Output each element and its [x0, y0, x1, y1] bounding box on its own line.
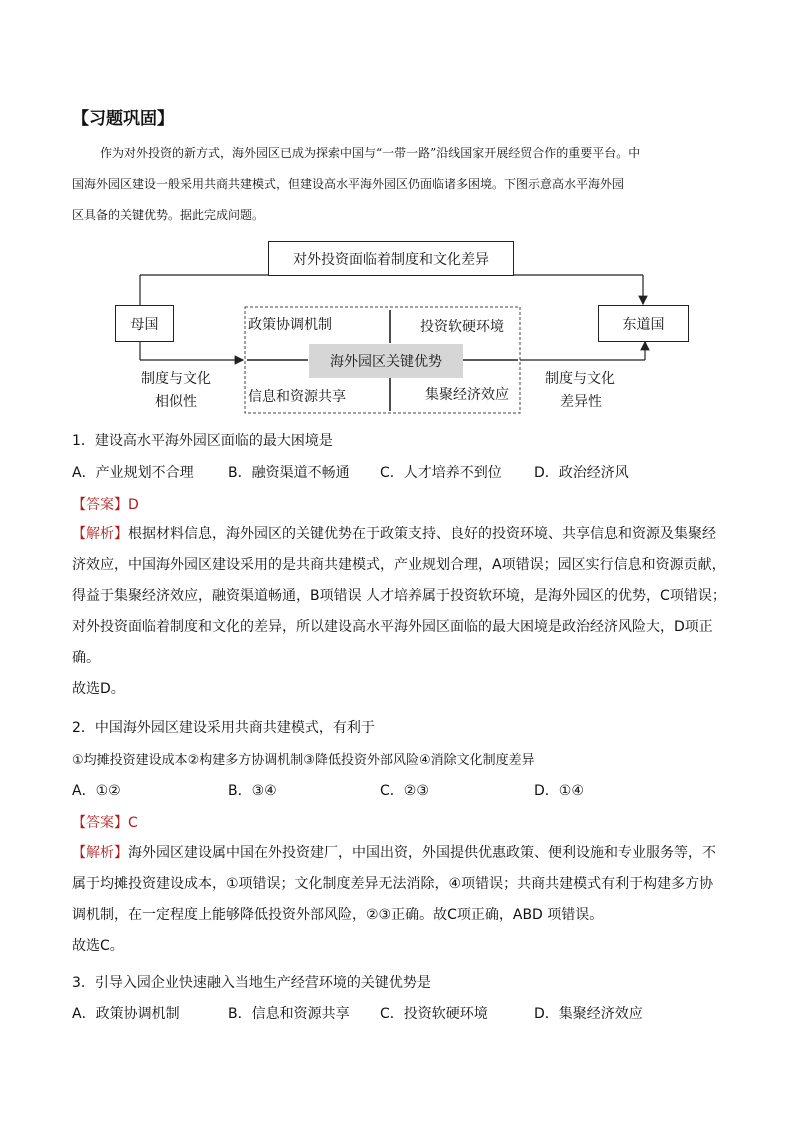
q1-analysis-line: 得益于集聚经济效应，融资渠道畅通，B项错误 人才培养属于投资软环境，是海外园区的优势，C项错误；: [72, 588, 726, 604]
top-box: 对外投资面临着制度和文化差异: [268, 241, 514, 276]
q1-option-c[interactable]: C．人才培养不到位: [380, 465, 502, 481]
q2-analysis: [72, 838, 726, 962]
q2-choices: ①均摊投资建设成本②构建多方协调机制③降低投资外部风险④消除文化制度差异: [72, 753, 535, 768]
q2-option-c[interactable]: C．②③: [380, 783, 429, 799]
host-country-box: 东道国: [598, 305, 689, 342]
q1-analysis: [72, 519, 726, 705]
q2-option-a[interactable]: A．①②: [72, 783, 121, 799]
q1-analysis-line: 根据材料信息，海外园区的关键优势在于政策支持、良好的投资环境、共享信息和资源及集聚经: [128, 526, 716, 542]
cell-agglomeration: 集聚经济效应: [425, 387, 509, 403]
right-label-line1: 制度与文化: [545, 371, 615, 387]
q1-option-b[interactable]: B．融资渠道不畅通: [228, 465, 350, 481]
q2-stem: 2．中国海外园区建设采用共商共建模式，有利于: [72, 720, 375, 736]
intro-line: 作为对外投资的新方式，海外园区已成为探索中国与“一带一路”沿线国家开展经贸合作的重要平台。中: [100, 146, 641, 160]
q2-answer: 【答案】C: [72, 815, 138, 831]
q2-analysis-line: 调机制，在一定程度上能够降低投资外部风险，②③正确。故C项正确，ABD 项错误。: [72, 907, 604, 923]
q1-analysis-line: 对外投资面临着制度和文化的差异，所以建设高水平海外园区面临的最大困境是政治经济风险大，D项正: [72, 619, 713, 635]
q3-option-c[interactable]: C．投资软硬环境: [380, 1006, 488, 1022]
q1-conclusion: 故选D。: [72, 681, 125, 697]
home-country-box: 母国: [115, 305, 174, 342]
q2-analysis-tag: 【解析】: [72, 845, 128, 861]
q2-option-d[interactable]: D．①④: [534, 783, 584, 799]
q1-option-a[interactable]: A．产业规划不合理: [72, 465, 194, 481]
q3-option-b[interactable]: B．信息和资源共享: [228, 1006, 350, 1022]
q1-answer: 【答案】D: [72, 497, 139, 513]
intro-line: 国海外园区建设一般采用共商共建模式，但建设高水平海外园区仍面临诸多困境。下图示意高水平海外园: [72, 177, 625, 191]
cell-investment-environment: 投资软硬环境: [420, 319, 504, 335]
center-box: 海外园区关键优势: [309, 344, 463, 378]
q3-option-a[interactable]: A．政策协调机制: [72, 1006, 180, 1022]
cell-info-sharing: 信息和资源共享: [248, 389, 346, 405]
q2-analysis-line: 海外园区建设属中国在外投资建厂，中国出资，外国提供优惠政策、便利设施和专业服务等，不: [128, 845, 716, 861]
q3-option-d[interactable]: D．集聚经济效应: [534, 1006, 643, 1022]
q1-analysis-tag: 【解析】: [72, 526, 128, 542]
q1-analysis-line: 济效应，中国海外园区建设采用的是共商共建模式，产业规划合理，A项错误；园区实行信息和资源贡献，: [72, 557, 726, 573]
intro-line: 区具备的关键优势。据此完成问题。: [72, 208, 265, 222]
q3-stem: 3．引导入园企业快速融入当地生产经营环境的关键优势是: [72, 975, 431, 991]
diagram: [0, 0, 794, 430]
q2-option-b[interactable]: B．③④: [228, 783, 277, 799]
q1-analysis-line: 确。: [72, 650, 100, 666]
q1-option-d[interactable]: D．政治经济风: [534, 465, 629, 481]
q1-stem: 1．建设高水平海外园区面临的最大困境是: [72, 433, 333, 449]
left-label-line1: 制度与文化: [141, 371, 211, 387]
q2-conclusion: 故选C。: [72, 938, 124, 954]
section-title: 【习题巩固】: [72, 109, 174, 129]
q2-analysis-line: 属于均摊投资建设成本，①项错误；文化制度差异无法消除，④项错误；共商共建模式有利于构建多方协: [72, 876, 714, 892]
cell-policy-coordination: 政策协调机制: [248, 317, 332, 333]
left-label-line2: 相似性: [155, 394, 197, 410]
right-label-line2: 差异性: [560, 394, 602, 410]
